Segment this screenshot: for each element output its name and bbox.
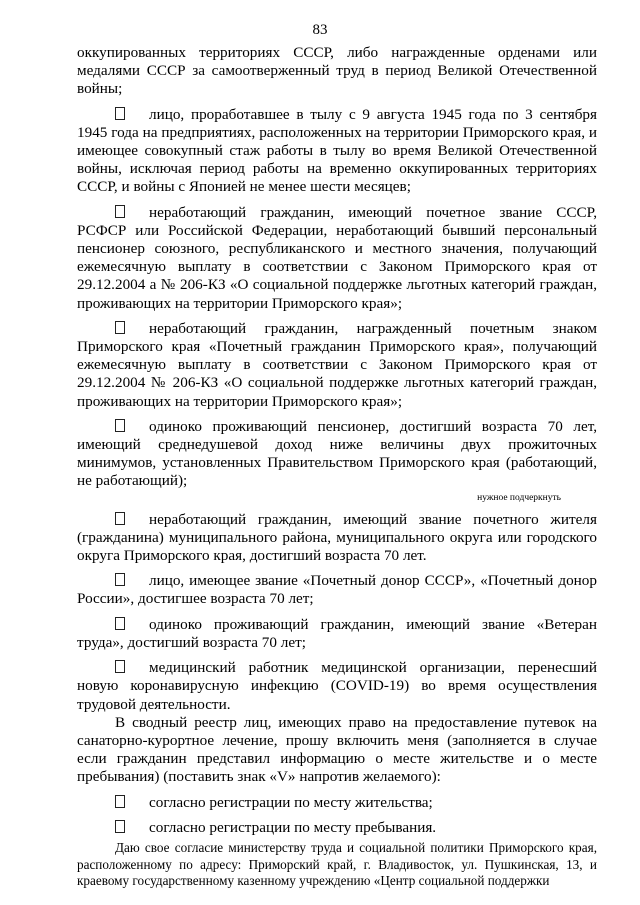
- page-number: 83: [312, 22, 328, 38]
- option-item: [77, 819, 597, 837]
- checkbox[interactable]: [115, 660, 125, 673]
- checkbox[interactable]: [115, 617, 125, 630]
- registry-paragraph: В сводный реестр лиц, имеющих право на предоставление путевок на санаторно-курортное лечение, прошу включить меня (заполняется в случае если гражданин представил информацию о месте жительстве и о месте пребывания) (поставить знак «V» напротив желаемого):: [77, 713, 597, 786]
- list-item: [77, 106, 597, 197]
- checkbox[interactable]: [115, 820, 125, 833]
- item-text: лицо, имеющее звание «Почетный донор СССР», «Почетный донор России», достигшее возраста 70 лет;: [77, 572, 597, 608]
- item-text: одиноко проживающий гражданин, имеющий звание «Ветеран труда», достигший возраста 70 лет;: [77, 615, 597, 651]
- checkbox[interactable]: [115, 512, 125, 525]
- item-text: одиноко проживающий пенсионер, достигший возраста 70 лет, имеющий среднедушевой доход ниже величины двух прожиточных минимумов, установленных Правительством Приморского края (работающий, не работающий);: [77, 417, 597, 490]
- list-item: [77, 204, 597, 313]
- item-text: неработающий гражданин, имеющий почетное звание СССР, РСФСР или Российской Федерации, неработающий бывший персональный пенсионер союзного, республиканского и местного значения, получающий ежемесячную выплату в соответствии с Законом Приморского края от 29.12.2004 а № 206-КЗ «О социальной поддержке льготных категорий граждан, проживающих на территории Приморского края»;: [77, 203, 597, 312]
- intro-paragraph: оккупированных территориях СССР, либо награжденные орденами или медалями СССР за самоотверженный труд в период Великой Отечественной войны;: [77, 44, 597, 98]
- option-item: [77, 794, 597, 812]
- list-item: [77, 320, 597, 411]
- list-item: [77, 418, 597, 491]
- consent-paragraph: Даю свое согласие министерству труда и социальной политики Приморского края, расположенному по адресу: Приморский край, г. Владивосток, ул. Пушкинская, 13, и краевому государственному казенному учреждению «Центр социальной поддержки: [77, 839, 597, 889]
- item-text: неработающий гражданин, награжденный почетным знаком Приморского края «Почетный гражданин Приморского края», получающий ежемесячную выплату в соответствии с Законом Приморского края от 29.12.2004 № 206-КЗ «О социальной поддержке льготных категорий граждан, проживающих на территории Приморского края»;: [77, 319, 597, 410]
- list-item: [77, 572, 597, 608]
- item-text: медицинский работник медицинской организации, перенесший новую коронавирусную инфекцию (COVID-19) во время осуществления трудовой деятельности.: [77, 659, 597, 713]
- item-text: неработающий гражданин, имеющий звание почетного жителя (гражданина) муниципального района, муниципального округа или городского округа Приморского края, достигший возраста 70 лет.: [77, 510, 597, 565]
- underline-note: нужное подчеркнуть: [477, 492, 561, 503]
- checkbox[interactable]: [115, 573, 125, 586]
- document-body: [77, 44, 597, 890]
- option-text: согласно регистрации по месту пребывания.: [149, 818, 437, 836]
- list-item: [77, 616, 597, 652]
- checkbox[interactable]: [115, 795, 125, 808]
- item-text: лицо, проработавшее в тылу с 9 августа 1945 года по 3 сентября 1945 года на предприятиях, расположенных на территории Приморского края, и имеющее совокупный стаж работы в тылу во время Великой Отечественной войны, исключая период работы на временно оккупированных территориях СССР, и войны с Японией не менее шести месяцев;: [77, 105, 597, 196]
- checkbox[interactable]: [115, 107, 125, 120]
- checkbox[interactable]: [115, 205, 125, 218]
- list-item: [77, 659, 597, 714]
- checkbox[interactable]: [115, 321, 125, 334]
- checkbox[interactable]: [115, 419, 125, 432]
- list-item: [77, 511, 597, 566]
- option-text: согласно регистрации по месту жительства;: [149, 793, 433, 811]
